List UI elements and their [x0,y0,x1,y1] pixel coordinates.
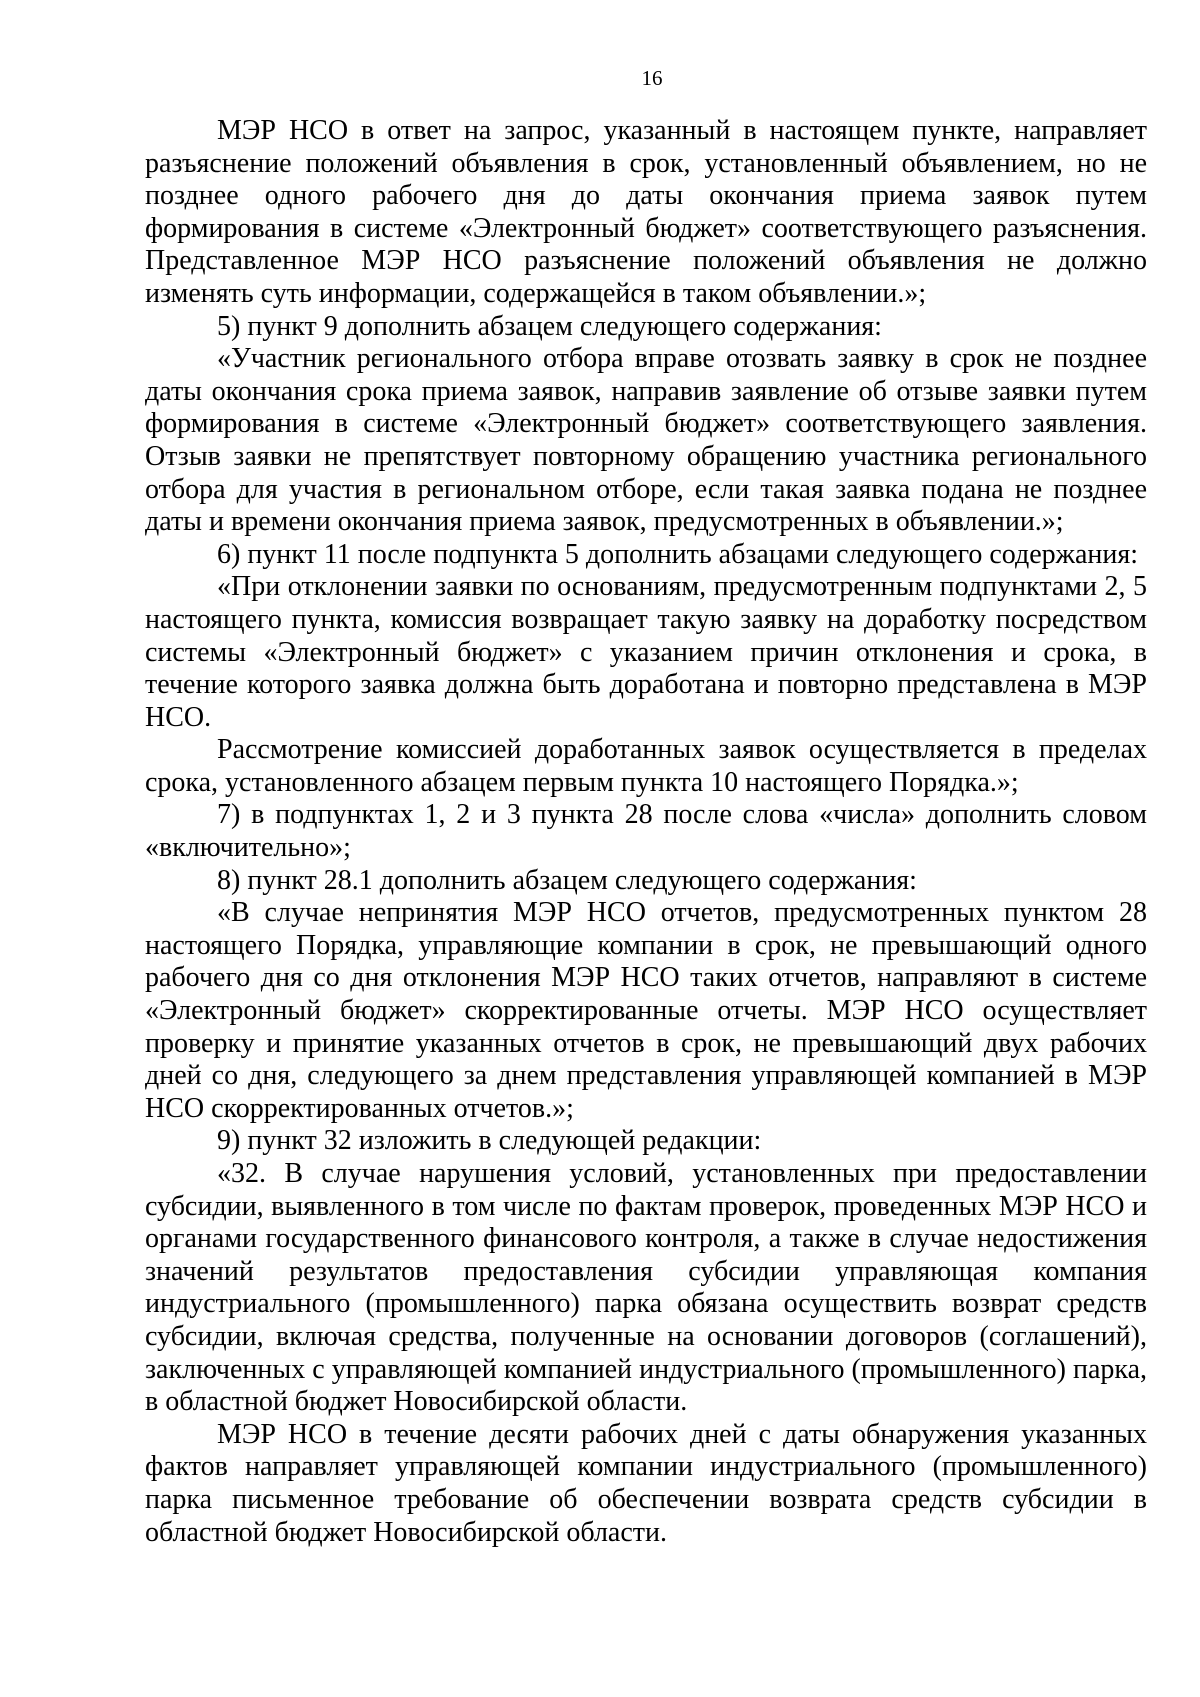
paragraph-item-8: 8) пункт 28.1 дополнить абзацем следующего содержания: [217,864,917,896]
paragraph-item-7: 7) в подпунктах 1, 2 и 3 пункта 28 после слова «числа» дополнить словом «включительно»; [145,799,1147,864]
paragraph-item-6: 6) пункт 11 после подпункта 5 дополнить абзацами следующего содержания: [217,538,1139,570]
paragraph-withdraw-application: «Участник регионального отбора вправе отозвать заявку в срок не позднее даты окончания срока приема заявок, направив заявление об отзыве заявки путем формирования в системе «Электронный бюджет» соответствующего заявления. Отзыв заявки не препятствует повторному обращению участника регионального отбора для участия в региональном отборе, если такая заявка подана не позднее даты и времени окончания приема заявок, предусмотренных в объявлении.»; [145,343,1147,538]
paragraph-return-requirement: МЭР НСО в течение десяти рабочих дней с даты обнаружения указанных фактов направляет управляющей компании индустриального (промышленного) парка письменное требование об обеспечении возврата средств субсидии в областной бюджет Новосибирской области. [145,1418,1147,1548]
paragraph-item-9: 9) пункт 32 изложить в следующей редакции: [217,1125,762,1157]
paragraph-rejection: «При отклонении заявки по основаниям, предусмотренным подпунктами 2, 5 настоящего пункта, комиссия возвращает такую заявку на доработку посредством системы «Электронный бюджет» с указанием причин отклонения и срока, в течение которого заявка должна быть доработана и повторно представлена в МЭР НСО. [145,571,1147,733]
paragraph-clarification: МЭР НСО в ответ на запрос, указанный в настоящем пункте, направляет разъяснение положений объявления в срок, установленный объявлением, но не позднее одного рабочего дня до даты окончания приема заявок путем формирования в системе «Электронный бюджет» соответствующего разъяснения. Представленное МЭР НСО разъяснение положений объявления не должно изменять суть информации, содержащейся в таком объявлении.»; [145,115,1147,309]
page-number: 16 [641,66,663,90]
document-body [145,115,1147,1549]
paragraph-item-5: 5) пункт 9 дополнить абзацем следующего содержания: [217,310,882,342]
paragraph-review: Рассмотрение комиссией доработанных заявок осуществляется в пределах срока, установленного абзацем первым пункта 10 настоящего Порядка.»; [145,734,1147,798]
paragraph-reports: «В случае непринятия МЭР НСО отчетов, предусмотренных пунктом 28 настоящего Порядка, управляющие компании в срок, не превышающий одного рабочего дня со дня отклонения МЭР НСО таких отчетов, направляют в системе «Электронный бюджет» скорректированные отчеты. МЭР НСО осуществляет проверку и принятие указанных отчетов в срок, не превышающий двух рабочих дней со дня, следующего за днем представления управляющей компанией в МЭР НСО скорректированных отчетов.»; [145,897,1147,1124]
paragraph-section-32: «32. В случае нарушения условий, установленных при предоставлении субсидии, выявленного в том числе по фактам проверок, проведенных МЭР НСО и органами государственного финансового контроля, а также в случае недостижения значений результатов предоставления субсидии управляющая компания индустриального (промышленного) парка обязана осуществить возврат средств субсидии, включая средства, полученные на основании договоров (соглашений), заключенных с управляющей компанией индустриального (промышленного) парка, в областной бюджет Новосибирской области. [145,1158,1147,1418]
